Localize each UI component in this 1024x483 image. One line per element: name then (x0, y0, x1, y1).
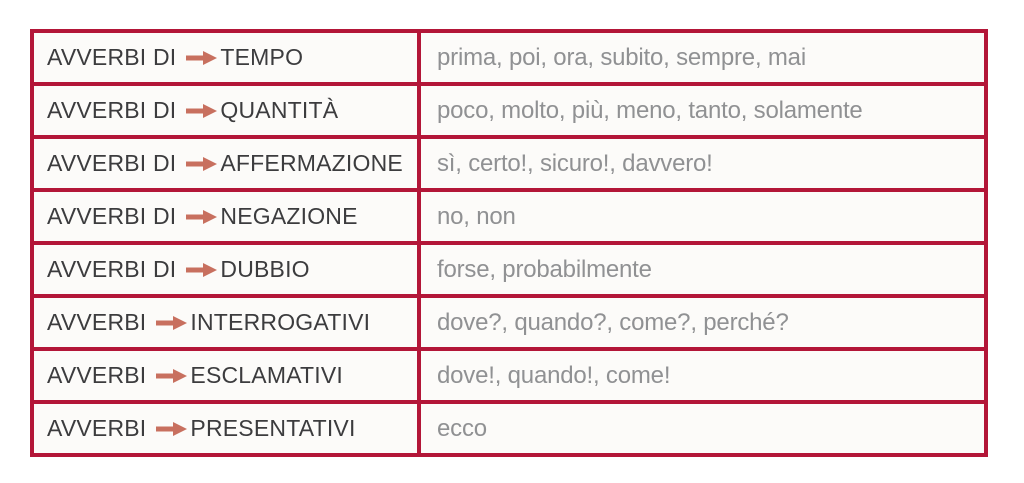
table-row (34, 192, 984, 245)
adverb-type-prefix: AVVERBI DI (47, 44, 177, 70)
arrow-right-icon (156, 315, 187, 331)
adverb-type-cell (34, 298, 421, 347)
adverb-type-cell (34, 351, 421, 400)
adverb-type-prefix: AVVERBI (47, 309, 147, 335)
adverb-type-term: QUANTITÀ (220, 97, 339, 123)
adverb-type-term: PRESENTATIVI (190, 415, 356, 441)
adverb-type-cell (34, 33, 421, 82)
arrow-right-icon (186, 156, 217, 172)
table-row (34, 33, 984, 86)
adverb-type-term: TEMPO (220, 44, 304, 70)
adverb-examples-cell (421, 33, 984, 82)
adverb-examples-cell (421, 86, 984, 135)
adverb-examples-cell (421, 404, 984, 453)
table-row (34, 351, 984, 404)
arrow-right-icon (186, 209, 217, 225)
adverb-examples: ecco (437, 414, 487, 442)
adverb-type-prefix: AVVERBI DI (47, 256, 177, 282)
adverb-examples-cell (421, 351, 984, 400)
adverb-type-term: NEGAZIONE (220, 203, 358, 229)
table-row (34, 404, 984, 453)
adverb-type-prefix: AVVERBI DI (47, 203, 177, 229)
adverb-examples: poco, molto, più, meno, tanto, solamente (437, 96, 863, 124)
table-row (34, 86, 984, 139)
adverb-examples: no, non (437, 202, 516, 230)
arrow-right-icon (156, 368, 187, 384)
adverb-type-cell (34, 139, 421, 188)
adverb-type-cell (34, 86, 421, 135)
adverb-type-term: AFFERMAZIONE (220, 150, 403, 176)
adverb-type-term: DUBBIO (220, 256, 310, 282)
adverb-examples: forse, probabilmente (437, 255, 652, 283)
adverb-examples: prima, poi, ora, subito, sempre, mai (437, 43, 806, 71)
adverb-type-prefix: AVVERBI DI (47, 150, 177, 176)
arrow-right-icon (156, 421, 187, 437)
arrow-right-icon (186, 103, 217, 119)
adverb-type-cell (34, 404, 421, 453)
adverb-type-cell (34, 192, 421, 241)
adverb-examples: dove?, quando?, come?, perché? (437, 308, 789, 336)
adverb-type-prefix: AVVERBI (47, 362, 147, 388)
adverb-type-term: ESCLAMATIVI (190, 362, 343, 388)
adverb-type-term: INTERROGATIVI (190, 309, 371, 335)
adverb-examples: dove!, quando!, come! (437, 361, 671, 389)
adverb-types-table (30, 29, 988, 457)
arrow-right-icon (186, 262, 217, 278)
adverb-examples-cell (421, 139, 984, 188)
adverb-type-cell (34, 245, 421, 294)
adverb-examples-cell (421, 192, 984, 241)
arrow-right-icon (186, 50, 217, 66)
adverb-examples-cell (421, 245, 984, 294)
table-row (34, 298, 984, 351)
adverb-examples-cell (421, 298, 984, 347)
table-row (34, 245, 984, 298)
adverb-type-prefix: AVVERBI DI (47, 97, 177, 123)
table-row (34, 139, 984, 192)
adverb-examples: sì, certo!, sicuro!, davvero! (437, 149, 713, 177)
adverb-type-prefix: AVVERBI (47, 415, 147, 441)
